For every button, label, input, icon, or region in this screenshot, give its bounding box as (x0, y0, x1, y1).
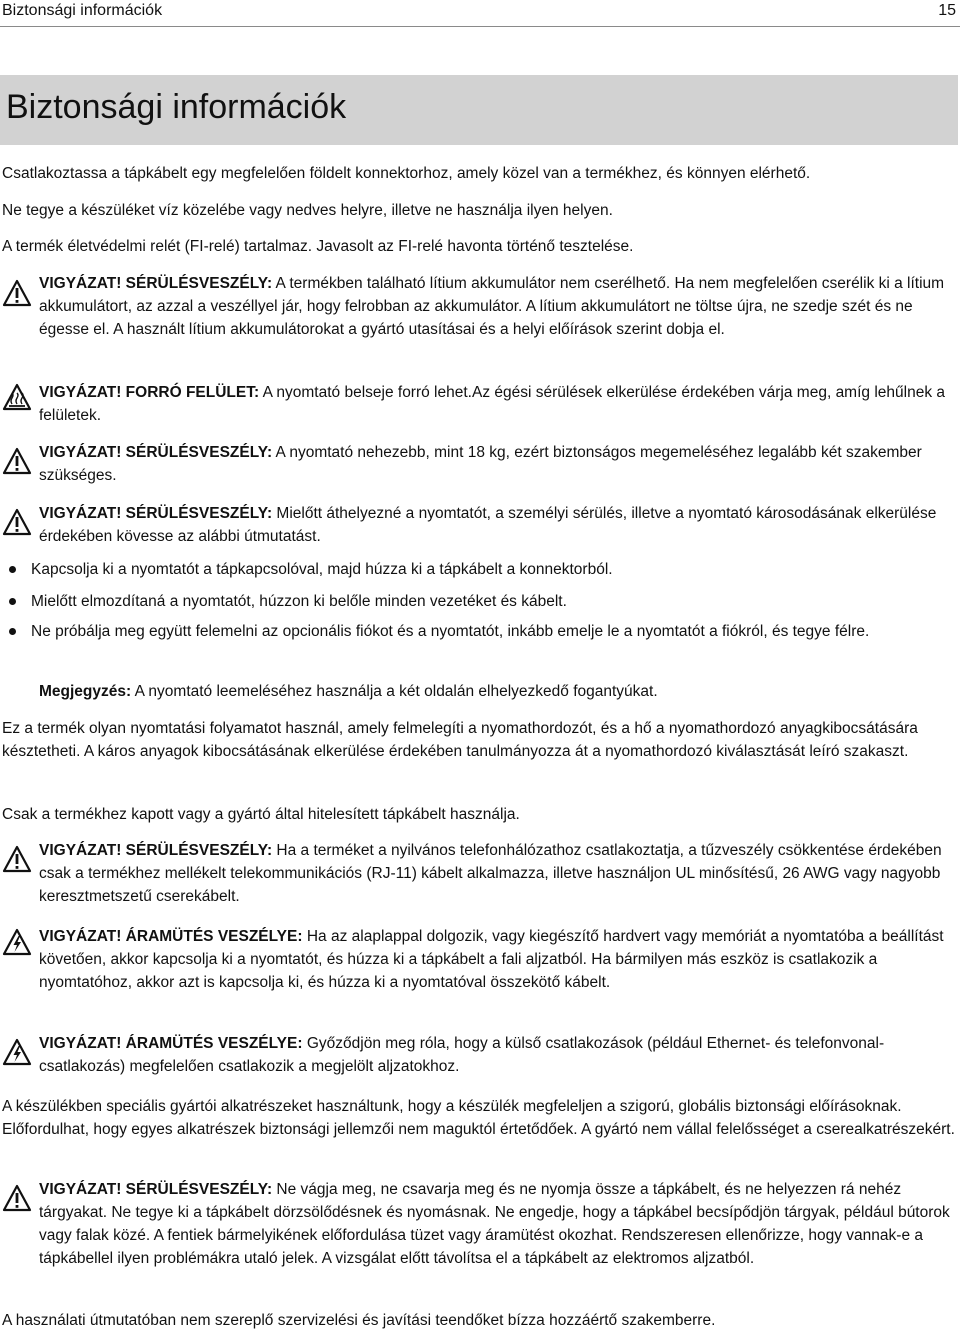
header-section-title: Biztonsági információk (2, 2, 163, 19)
intro-paragraph: Ne tegye a készüléket víz közelébe vagy nedves helyre, illetve ne használja ilyen helyen. (2, 202, 613, 219)
caution-telephone-cable (39, 839, 957, 908)
caution-label: VIGYÁZAT! FORRÓ FELÜLET: (39, 384, 260, 401)
caution-moving (39, 502, 957, 548)
caution-heavy (39, 441, 957, 487)
electric-shock-icon (2, 1038, 32, 1066)
page-number: 15 (938, 2, 956, 19)
warning-icon (2, 845, 32, 873)
list-item: Mielőtt elmozdítaná a nyomtatót, húzzon ki belőle minden vezetéket és kábelt. (31, 593, 567, 610)
caution-lithium (39, 272, 957, 341)
note (39, 680, 957, 703)
caution-text: Ne vágja meg, ne csavarja meg és ne nyomja össze a tápkábelt, és ne helyezzen rá nehéz tárgyakat. Ne tegye ki a tápkábelt dörzsölődésnek és nyomásnak. Ne engedje, hogy a tápkábel becsípődjön tárgyak, például bútorok vagy falak közé. A fentiek bármelyikének előfordulása tüzet vagy áramütést okozhat. Rendszeresen ellenőrizze, hogy vannak-e a tápkábellel ilyen problémákra utaló jelek. A vizsgálat előtt távolítsa el a tápkábelt az elektromos aljzatból. (39, 1181, 950, 1267)
caution-label: VIGYÁZAT! SÉRÜLÉSVESZÉLY: (39, 444, 273, 461)
caution-power-cord (39, 1178, 957, 1270)
note-text: A nyomtató leemeléséhez használja a két oldalán elhelyezkedő fogantyúkat. (131, 683, 658, 700)
hot-surface-icon (2, 383, 32, 411)
warning-icon (2, 447, 32, 475)
emission-paragraph: Ez a termék olyan nyomtatási folyamatot használ, amely felmelegíti a nyomathordozót, és a hő a nyomathordozó anyagkibocsátására késztetheti. A káros anyagok kibocsátásának elkerülése érdekében tanulmányozza át a nyomathordozó kiválasztását leíró szakaszt. (2, 720, 918, 760)
caution-label: VIGYÁZAT! SÉRÜLÉSVESZÉLY: (39, 275, 273, 292)
caution-label: VIGYÁZAT! SÉRÜLÉSVESZÉLY: (39, 505, 273, 522)
intro-paragraph: A termék életvédelmi relét (FI-relé) tartalmaz. Javasolt az FI-relé havonta történő tesztelése. (2, 238, 634, 255)
caution-electric-shock (39, 925, 957, 994)
parts-paragraph: A készülékben speciális gyártói alkatrészeket használtunk, hogy a készülék megfeleljen a szigorú, globális biztonsági előírásoknak. Előfordulhat, hogy egyes alkatrészek biztonsági jellemzői nem maguktól értetődőek. A gyártó nem vállal felelősséget a cserealkatrészekért. (2, 1098, 955, 1138)
bullet-icon (9, 566, 16, 573)
list-item: Kapcsolja ki a nyomtatót a tápkapcsolóval, majd húzza ki a tápkábelt a konnektorból. (31, 561, 613, 578)
service-paragraph: A használati útmutatóban nem szereplő szervizelési és javítási teendőket bízza hozzáértő szakemberre. (2, 1312, 716, 1329)
list-item: Ne próbálja meg együtt felemelni az opcionális fiókot és a nyomtatót, inkább emelje le a nyomtatót a fiókról, és tegye félre. (31, 623, 870, 640)
title-bar (0, 75, 958, 145)
caution-text: Mielőtt áthelyezné a nyomtatót, a személyi sérülés, illetve a nyomtató károsodásának elkerülése érdekében kövesse az alábbi útmutatást. (39, 505, 937, 545)
caution-label: VIGYÁZAT! ÁRAMÜTÉS VESZÉLYE: (39, 928, 303, 945)
caution-text: A nyomtató nehezebb, mint 18 kg, ezért biztonságos megemeléséhez legalább két szakember szükséges. (39, 444, 922, 484)
warning-icon (2, 508, 32, 536)
warning-icon (2, 1184, 32, 1212)
electric-shock-icon (2, 928, 32, 956)
caution-text: A termékben található lítium akkumulátor nem cserélhető. Ha nem megfelelően cserélik ki a lítium akkumulátort, az azzal a veszéllyel jár, hogy felrobban az akkumulátor. A lítium akkumulátort ne töltse újra, ne szedje szét és ne égesse el. A használt lítium akkumulátorokat a gyártó utasításai és a helyi előírások szerint dobja el. (39, 275, 945, 338)
caution-label: VIGYÁZAT! SÉRÜLÉSVESZÉLY: (39, 1181, 273, 1198)
note-label: Megjegyzés: (39, 683, 132, 700)
cable-paragraph: Csak a termékhez kapott vagy a gyártó által hitelesített tápkábelt használja. (2, 806, 520, 823)
caution-label: VIGYÁZAT! SÉRÜLÉSVESZÉLY: (39, 842, 273, 859)
caution-electric-shock-connections (39, 1032, 957, 1078)
caution-label: VIGYÁZAT! ÁRAMÜTÉS VESZÉLYE: (39, 1035, 303, 1052)
page-title: Biztonsági információk (6, 88, 347, 126)
bullet-icon (9, 598, 16, 605)
caution-text: Ha az alaplappal dolgozik, vagy kiegészítő hardvert vagy memóriát a nyomtatóba a beállítást követően, akkor kapcsolja ki a nyomtatót, és húzza ki a tápkábelt a fali aljzatból. Ha bármilyen más eszköz is csatlakozik a nyomtatóhoz, akkor azt is kapcsolja ki, és húzza ki a nyomtatóval összekötő kábelt. (39, 928, 944, 991)
page-header (0, 0, 960, 27)
caution-hot-surface (39, 381, 957, 427)
warning-icon (2, 279, 32, 307)
caution-text: Ha a terméket a nyilvános telefonhálózathoz csatlakoztatja, a tűzveszély csökkentése érdekében csak a termékhez mellékelt telekommunikációs (RJ-11) kábelt alkalmazza, illetve használjon UL minősítésű, 26 AWG vagy nagyobb keresztmetszetű cserekábelt. (39, 842, 942, 905)
bullet-icon (9, 628, 16, 635)
caution-text: Győződjön meg róla, hogy a külső csatlakozások (például Ethernet- és telefonvonal-csatlakozás) megfelelően csatlakozik a megjelölt aljzatokhoz. (39, 1035, 885, 1075)
caution-text: A nyomtató belseje forró lehet.Az égési sérülések elkerülése érdekében várja meg, amíg lehűlnek a felületek. (39, 384, 945, 424)
intro-paragraph: Csatlakoztassa a tápkábelt egy megfelelően földelt konnektorhoz, amely közel van a termékhez, és könnyen elérhető. (2, 165, 811, 182)
